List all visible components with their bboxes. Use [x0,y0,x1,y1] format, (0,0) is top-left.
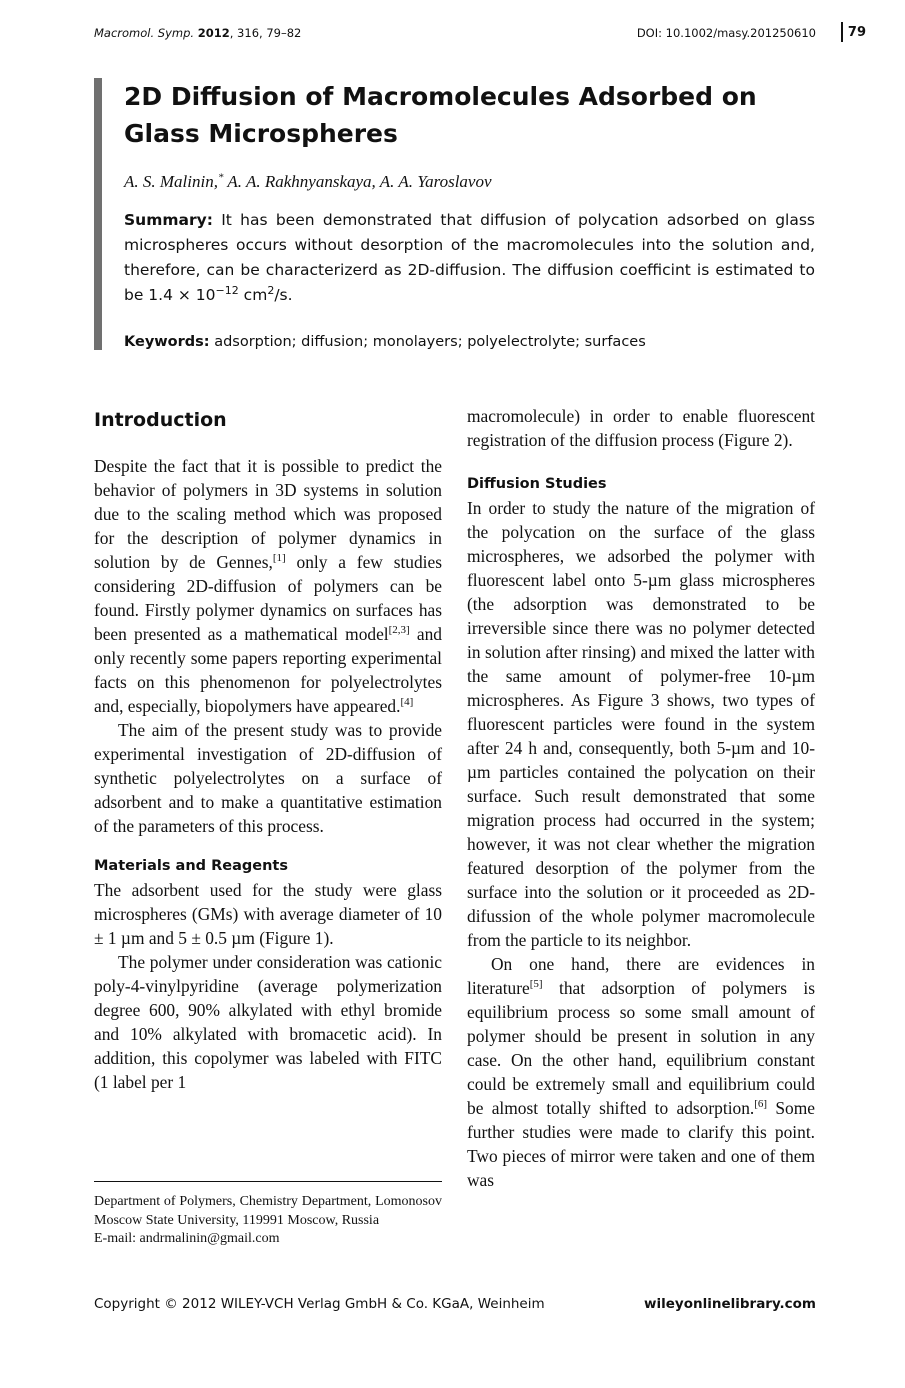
citation-ref: [4] [400,696,414,709]
page-number: 79 [841,22,866,42]
footnote-divider [94,1181,442,1182]
text-run: only a few studies considering 2D-diffusion of polymers can be found. Firstly polymer dynamics on surfaces has been presented as a mathematical model [94,552,442,644]
summary-unit-exponent: 2 [267,283,275,297]
summary-exponent: −12 [215,283,239,297]
section-heading-materials: Materials and Reagents [94,858,288,874]
keywords [124,334,846,350]
text-run: On one hand, there are evidences in literature [467,954,815,998]
paragraph [94,454,442,718]
paragraph: macromolecule) in order to enable fluorescent registration of the diffusion process (Figure 2). [467,406,815,450]
journal-citation [94,26,301,40]
abstract-block [94,78,846,350]
summary-unit: cm [238,286,268,304]
text-run: Some further studies were made to clarify this point. Two pieces of mirror were taken and one of them was [467,1098,815,1190]
affiliation: Department of Polymers, Chemistry Department, Lomonosov Moscow State University, 119991 Moscow, Russia [94,1194,442,1228]
citation-ref: [6] [754,1098,768,1111]
journal-name: Macromol. Symp. [94,26,195,40]
keywords-label: Keywords: [124,334,210,350]
contact-email[interactable]: E-mail: andrmalinin@gmail.com [94,1231,280,1246]
citation-ref: [2,3] [388,624,410,637]
section-heading-introduction: Introduction [94,409,227,431]
copyright: Copyright © 2012 WILEY-VCH Verlag GmbH & Co. KGaA, Weinheim [94,1296,545,1312]
paragraph: The adsorbent used for the study were glass microspheres (GMs) with average diameter of 10 ± 1 µm and 5 ± 0.5 µm (Figure 1). [94,880,442,948]
paragraph: The polymer under consideration was cationic poly-4-vinylpyridine (average polymerization degree 600, 90% alkylated with ethyl bromide and 10% alkylated with bromacetic acid). In addition, this copolymer was labeled with FITC (1 label per 1 [94,952,442,1092]
summary [124,208,815,308]
running-head [94,26,866,44]
authors [124,172,846,192]
journal-year: 2012 [197,26,230,40]
paragraph: The aim of the present study was to provide experimental investigation of 2D-diffusion of synthetic polyelectrolytes on a surface of adsorbent and to make a quantitative estimation of the parameters of this process. [94,720,442,836]
citation-ref: [5] [529,978,543,991]
footnote [94,1193,442,1249]
text-run: Despite the fact that it is possible to predict the behavior of polymers in 3D systems in solution due to the scaling method which was proposed for the description of polymer dynamics in solution by de Gennes, [94,456,442,572]
text-run: and only recently some papers reporting experimental facts on this phenomenon for polyelectrolytes and, especially, biopolymers have appeared. [94,624,442,716]
publisher-site-link[interactable]: wileyonlinelibrary.com [644,1296,816,1312]
summary-text: It has been demonstrated that diffusion of polycation adsorbed on glass microspheres occurs without desorption of the macromolecules into the solution and, therefore, can be characterizerd as 2D-diffusion. The diffusion coefficint is estimated to be 1.4 × 10 [124,211,815,304]
doi: DOI: 10.1002/masy.201250610 [636,26,816,40]
section-heading-diffusion: Diffusion Studies [467,476,607,492]
page-footer [94,1296,816,1314]
corresponding-author-mark: * [217,171,224,184]
paragraph [467,952,815,1192]
journal-volume-pages: , 316, 79–82 [229,26,302,40]
summary-end: /s. [274,286,293,304]
author-first: A. S. Malinin, [124,172,218,191]
text-run: that adsorption of polymers is equilibrium process so some small amount of polymer should be present in solution in any case. On the other hand, equilibrium constant could be extremely small and equilibrium could be almost totally shifted to adsorption. [467,978,815,1118]
keywords-text: adsorption; diffusion; monolayers; polyelectrolyte; surfaces [209,334,646,350]
summary-label: Summary: [124,211,213,229]
citation-ref: [1] [272,552,286,565]
paragraph: In order to study the nature of the migration of the polycation on the surface of the glass microspheres, we adsorbed the polymer with fluorescent label onto 5-µm glass microspheres (the adsorption was demonstrated to be irreversible since there was no polymer detected in solution after rinsing) and mixed the latter with the same amount of polymer-free 10-µm microspheres. As Figure 3 shows, two types of fluorescent particles were found in the system after 24 h and, consequently, both 5-µm and 10-µm particles contained the polycation on their surface. Such result demonstrated that some migration process had occurred in the system; however, it was not clear whether the migration featured desorption of the polymer from the surface into the solution or it proceeded as 2D-difussion of the whole polymer macromolecule from the particle to its neighbor. [467,498,815,950]
left-column [94,404,442,1094]
author-rest: A. A. Rakhnyanskaya, A. A. Yaroslavov [223,172,492,191]
right-column [467,404,815,1192]
article-title: 2D Diffusion of Macromolecules Adsorbed on Glass Microspheres [124,82,757,148]
